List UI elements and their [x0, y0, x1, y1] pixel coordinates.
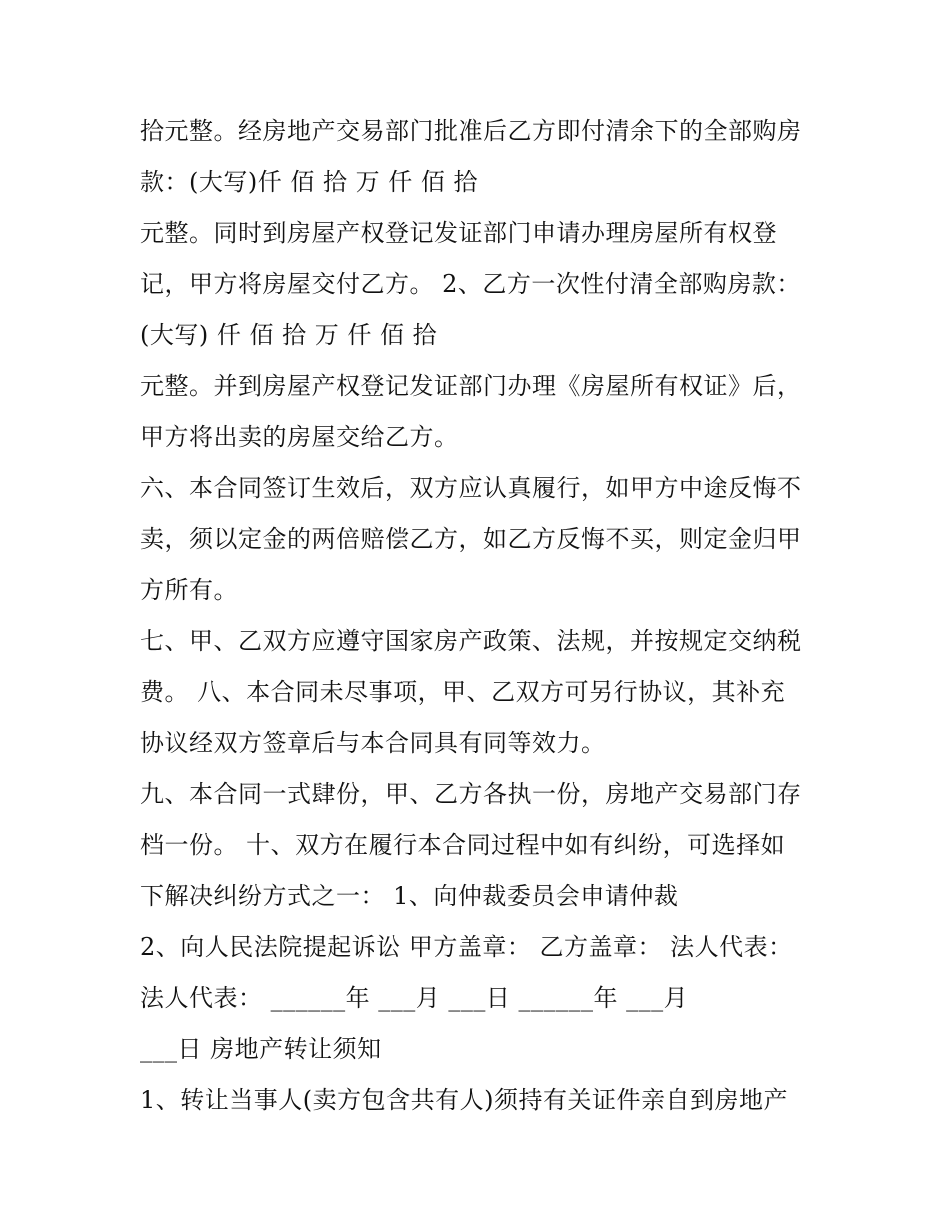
text-line: (大写) 仟 佰 拾 万 仟 佰 拾	[140, 321, 438, 349]
text-line: 拾元整。经房地产交易部门批准后乙方即付清余下的全部购房	[140, 117, 802, 145]
text-line: 2、向人民法院提起诉讼 甲方盖章： 乙方盖章： 法人代表：	[140, 933, 793, 961]
text-line: ___日 房地产转让须知	[140, 1035, 382, 1063]
text-line: 七、甲、乙双方应遵守国家房产政策、法规，并按规定交纳税	[140, 627, 802, 655]
text-line: 1、转让当事人(卖方包含共有人)须持有关证件亲自到房地产	[140, 1086, 788, 1114]
text-line: 档一份。 十、双方在履行本合同过程中如有纠纷，可选择如	[140, 831, 786, 859]
text-line: 卖，须以定金的两倍赔偿乙方，如乙方反悔不买，则定金归甲	[140, 525, 802, 553]
text-line: 方所有。	[140, 576, 238, 604]
text-line: 协议经双方签章后与本合同具有同等效力。	[140, 729, 606, 757]
text-line: 九、本合同一式肆份，甲、乙方各执一份，房地产交易部门存	[140, 780, 802, 808]
text-line: 甲方将出卖的房屋交给乙方。	[140, 423, 459, 451]
text-line: 费。 八、本合同未尽事项，甲、乙双方可另行协议，其补充	[140, 678, 786, 706]
text-line: 元整。同时到房屋产权登记发证部门申请办理房屋所有权登	[140, 219, 777, 247]
text-line: 法人代表： ______年 ___月 ___日 ______年 ___月	[140, 984, 689, 1012]
text-line: 六、本合同签订生效后，双方应认真履行，如甲方中途反悔不	[140, 474, 802, 502]
text-line: 元整。并到房屋产权登记发证部门办理《房屋所有权证》后，	[140, 372, 802, 400]
text-line: 下解决纠纷方式之一： 1、向仲裁委员会申请仲裁	[140, 882, 679, 910]
text-line: 款：(大写)仟 佰 拾 万 仟 佰 拾	[140, 168, 478, 196]
text-line: 记，甲方将房屋交付乙方。 2、乙方一次性付清全部购房款：	[140, 270, 801, 298]
contract-text-body	[140, 106, 820, 1126]
